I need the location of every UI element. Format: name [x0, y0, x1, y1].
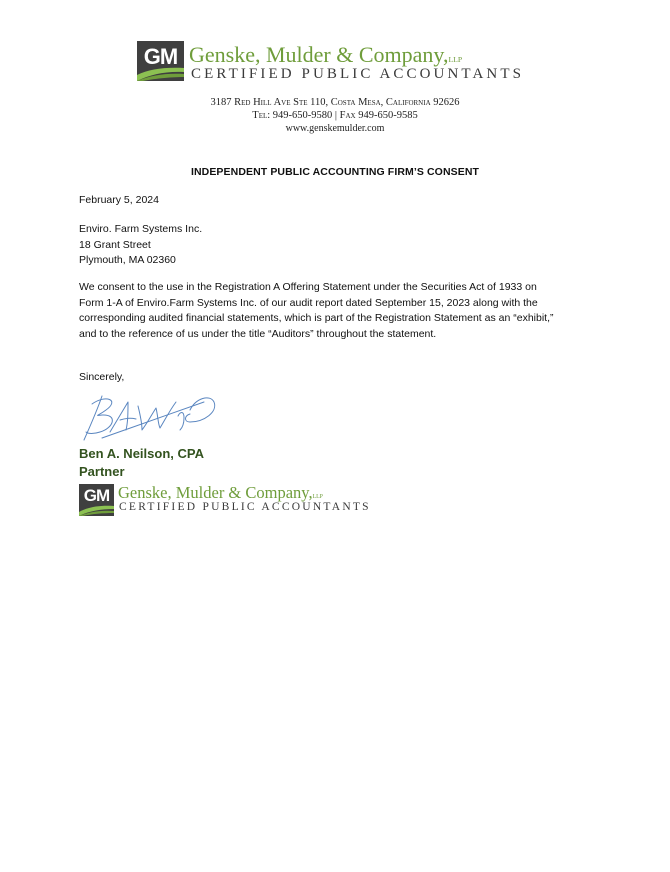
consent-paragraph [79, 280, 554, 342]
closing: Sincerely, [79, 371, 125, 383]
recipient-address [79, 222, 202, 269]
consent-line: and to the reference of us under the title “Auditors” throughout the statement. [79, 327, 437, 340]
firm-suffix: LLP [448, 55, 463, 64]
firm-name-text: Genske, Mulder & Company, [189, 42, 449, 67]
footer-firm-tagline: CERTIFIED PUBLIC ACCOUNTANTS [119, 501, 371, 513]
signatory-title: Partner [79, 464, 125, 479]
logo-mark-text: GM [143, 44, 178, 69]
firm-tagline: CERTIFIED PUBLIC ACCOUNTANTS [191, 66, 525, 82]
footer-firm-name-text: Genske, Mulder & Company, [118, 483, 313, 502]
firm-address: 3187 Red Hill Ave Ste 110, Costa Mesa, California 92626 [210, 97, 460, 108]
firm-logo-mark [137, 41, 184, 81]
letter-date: February 5, 2024 [79, 194, 159, 206]
consent-line: corresponding audited financial statements, which is part of the Registration Statement as an “exhibit,” [79, 312, 554, 325]
logo-swoosh-icon [137, 65, 184, 81]
firm-name [189, 44, 462, 66]
footer-firm-name [118, 485, 323, 502]
footer-logo-mark-text: GM [83, 486, 110, 505]
footer-firm-suffix: LLP [312, 494, 323, 500]
handwritten-signature [80, 388, 220, 446]
footer-logo-mark [79, 484, 114, 516]
firm-website[interactable]: www.genskemulder.com [285, 123, 385, 134]
consent-line: We consent to the use in the Registration A Offering Statement under the Securities Act of 1933 on [79, 281, 537, 293]
recipient-city: Plymouth, MA 02360 [79, 254, 176, 267]
document-title: INDEPENDENT PUBLIC ACCOUNTING FIRM’S CONSENT [190, 166, 480, 178]
recipient-street: 18 Grant Street [79, 238, 151, 251]
consent-line: Form 1-A of Enviro.Farm Systems Inc. of our audit report dated September 15, 2023 along with the [79, 296, 538, 309]
footer-logo-swoosh-icon [79, 504, 114, 516]
recipient-company: Enviro. Farm Systems Inc. [79, 223, 203, 235]
signatory-name: Ben A. Neilson, CPA [79, 446, 204, 461]
firm-phone: Tel: 949-650-9580 | Fax 949-650-9585 [252, 110, 418, 121]
